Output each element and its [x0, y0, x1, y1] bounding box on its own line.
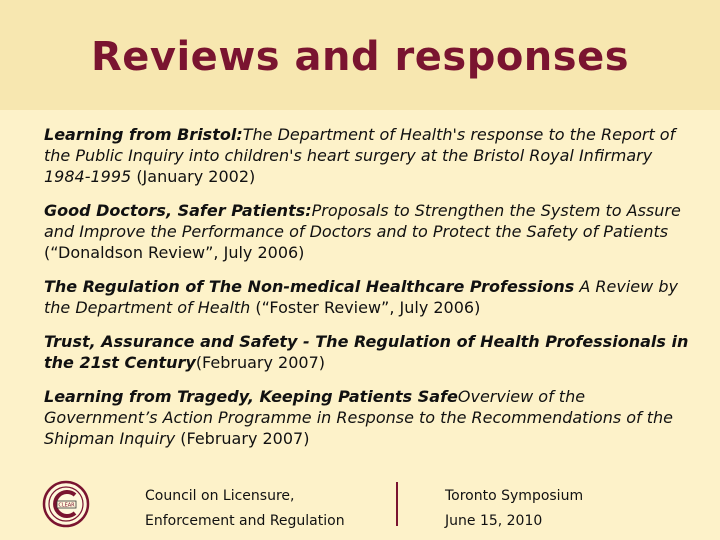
- review-title: Good Doctors, Safer Patients:: [44, 201, 312, 220]
- footer: [0, 470, 720, 540]
- footer-divider: [396, 482, 398, 526]
- reviews-list: [44, 124, 694, 462]
- review-entry: [44, 124, 694, 187]
- slide-title: Reviews and responses: [90, 34, 630, 80]
- review-entry: [44, 276, 694, 318]
- review-description: Overview of the Government’s Action Programme in Response to the Recommendations of the Shipman Inquiry: [44, 387, 674, 448]
- review-title: Learning from Bristol:: [44, 125, 243, 144]
- review-entry: [44, 200, 694, 263]
- review-title: The Regulation of The Non-medical Healthcare Professions: [44, 277, 575, 296]
- org-line-1: Council on Licensure,: [145, 488, 295, 504]
- svg-text:CLEAR: CLEAR: [58, 502, 75, 509]
- organization-name: [145, 484, 345, 534]
- review-description: The Department of Health's response to the Report of the Public Inquiry into children's heart surgery at the Bristol Royal Infirmary 1984-1995: [44, 125, 676, 186]
- review-description: A Review by the Department of Health: [44, 277, 678, 317]
- review-description: Proposals to Strengthen the System to Assure and Improve the Performance of Doctors and to Protect the Safety of Patients: [44, 201, 681, 241]
- review-title: Trust, Assurance and Safety - The Regulation of Health Professionals in the 21st Century: [44, 332, 689, 372]
- review-date: (“Foster Review”, July 2006): [255, 298, 481, 317]
- event-date: June 15, 2010: [445, 513, 543, 529]
- clear-logo-icon: [42, 480, 90, 528]
- event-name: Toronto Symposium: [445, 488, 584, 504]
- review-date: (January 2002): [136, 167, 256, 186]
- review-date: (February 2007): [195, 353, 325, 372]
- review-entry: [44, 331, 694, 373]
- review-title: Learning from Tragedy, Keeping Patients Safe: [44, 387, 458, 406]
- org-line-2: Enforcement and Regulation: [145, 513, 345, 529]
- review-date: (February 2007): [180, 429, 310, 448]
- review-entry: [44, 386, 694, 449]
- event-info: [445, 484, 583, 534]
- review-date: (“Donaldson Review”, July 2006): [44, 243, 305, 262]
